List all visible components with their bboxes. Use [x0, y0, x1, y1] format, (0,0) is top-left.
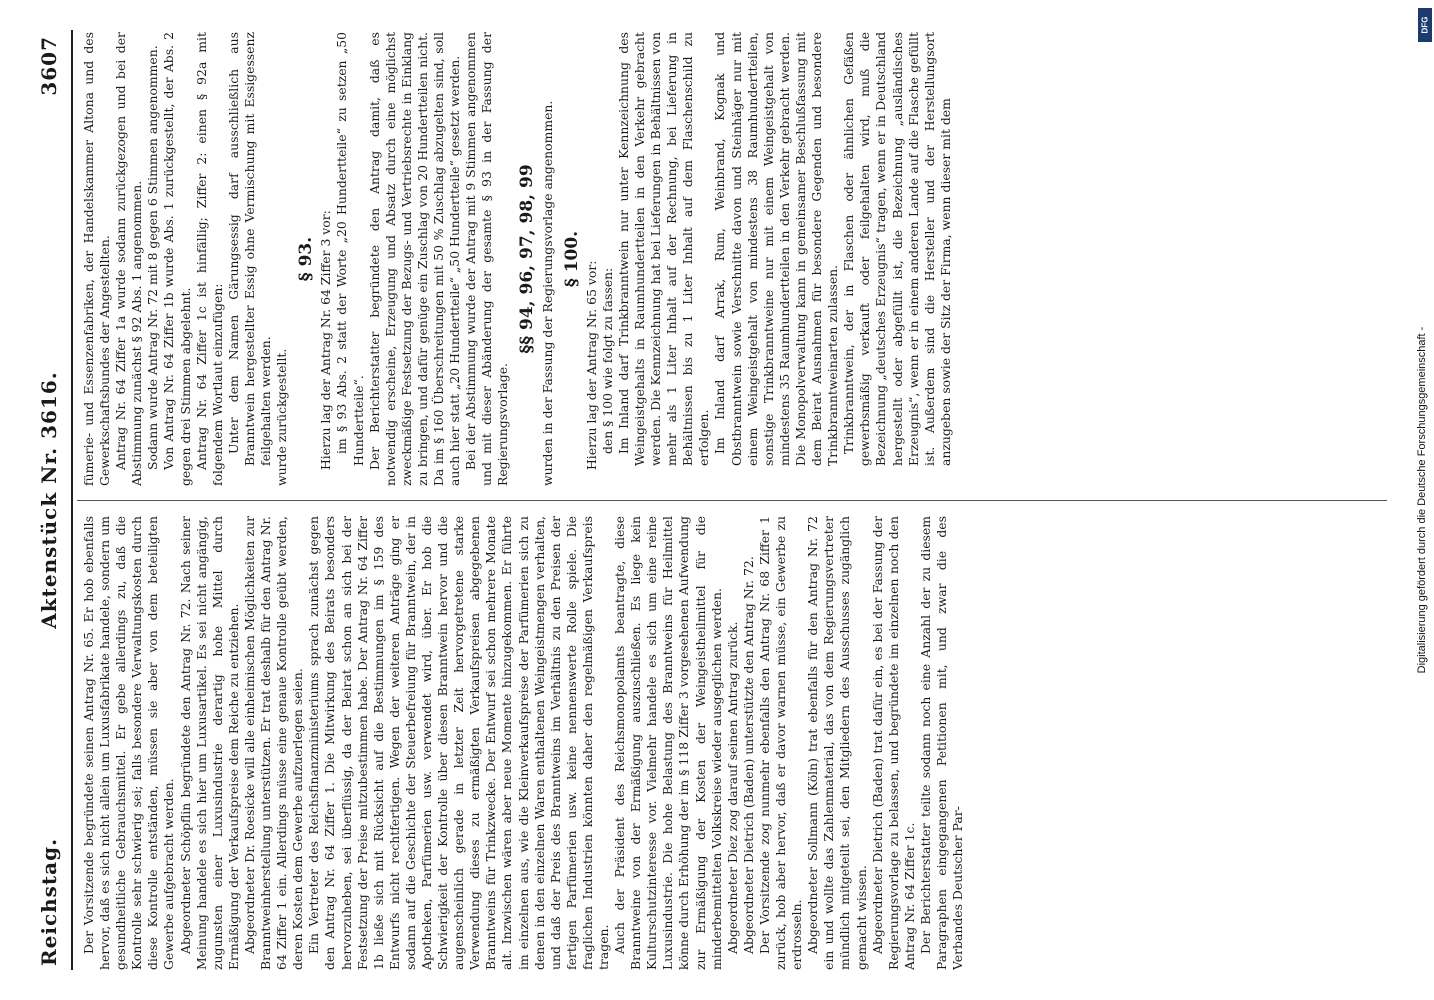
quoted-paragraph: den § 100 wie folgt zu fassen:	[599, 267, 615, 454]
paragraph: Abgeordneter Dietrich (Baden) unterstützte den Antrag Nr. 72.	[740, 556, 756, 954]
header-left: Reichstag.	[37, 837, 61, 966]
section-heading: §§ 94, 96, 97, 98, 99	[517, 164, 538, 354]
paragraph: Der Vorsitzende zog nunmehr ebenfalls den Antrag Nr. 68 Ziffer 1 zurück, hob aber hervor, daß er davor warnen müsse, ein Gewerbe zu erdrosseln.	[756, 516, 805, 970]
header-rule	[71, 30, 73, 970]
paragraph: Der Berichterstatter begründete den Antrag damit, daß es notwendig erscheine, Erzeugung und Absatz durch eine möglichst zweckmäßige Festsetzung der Bezugs- und Vertriebsrechte in Einklang zu bringen, und dafür genüge ein Zuschlag von 20 Hundertteilen nicht. Da im § 160 Überschreitungen mit 50 % Zuschlag abzugelten sind, soll auch hier statt „20 Hundertteile“ „50 Hundertteile“ gesetzt werden.	[366, 32, 463, 486]
paragraph: Abgeordneter Dr. Roesicke will alle einheimischen Möglichkeiten zur Branntweinherstellung unterstützen. Er trat deshalb für den Antrag Nr. 64 Ziffer 1 ein. Allerdings müsse eine genaue Kontrolle geübt werden, deren Kosten dem Gewerbe aufzuerlegen seien.	[241, 516, 306, 970]
quoted-paragraph: Im Inland darf Trinkbranntwein nur unter Kennzeichnung des Weingeistgehalts in Raumhundertteilen in den Verkehr gebracht werden. Die Kennzeichnung hat bei Lieferungen in Behältnissen von mehr als 1 Liter Inhalt auf der Rechnung, bei Lieferung in Behältnissen bis zu 1 Liter Inhalt auf dem Flaschenschild zu erfolgen.	[615, 32, 712, 466]
paragraph: Antrag Nr. 64 Ziffer 1a wurde sodann zurückgezogen und bei der Abstimmung zunächst § 92 Abs. 1 angenommen.	[113, 32, 145, 486]
paragraph: Ein Vertreter des Reichsfinanzministeriums sprach zunächst gegen den Antrag Nr. 64 Ziffer 1. Die Mitwirkung des Beirats besonders hervorzuheben, sei überflüssig, da der Beirat schon an sich bei der Festsetzung der Preise mitzubestimmen habe. Der Antrag Nr. 64 Ziffer 1b ließe sich mit Rücksicht auf die Bestimmungen im § 159 des Entwurfs nicht rechtfertigen. Wegen der weiteren Anträge ging er sodann auf die Geschichte der Steuerbefreiung für Branntwein, der in Apotheken, Parfümerien usw. verwendet wird, über. Er hob die Schwierigkeit der Kontrolle über diesen Branntwein hervor und die augenscheinlich gerade in letzter Zeit hervorgetretene starke Verwendung dieses zu ermäßigten Verkaufspreisen abgegebenen Branntweins für Trinkzwecke. Der Entwurf sei schon mehrere Monate alt. Inzwischen wären aber neue Momente hinzugekommen. Er führte im einzelnen aus, wie die Kleinverkaufspreise der Parfümerien sich zu denen in den einzelnen Waren enthaltenen Weingeistmengen verhalten, und daß der Preis des Branntweins im Verhältnis zu den Preisen der fertigen Parfümerien usw. keine nennenswerte Rolle spiele. Die fraglichen Industrien könnten daher den regelmäßigen Verkaufspreis tragen.	[306, 516, 611, 970]
rotated-page	[37, 30, 1397, 970]
logo-text: DFG	[1420, 16, 1430, 34]
paragraph: Von Antrag Nr. 64 Ziffer 1b wurde Abs. 1 zurückgestellt, der Abs. 2 gegen drei Stimmen abgelehnt.	[161, 32, 193, 486]
paragraph: Abgeordneter Sollmann (Köln) trat ebenfalls für den Antrag Nr. 72 ein und wollte das Zahlenmaterial, das von dem Regierungsvertreter mündlich mitgeteilt sei, den Mitgliedern des Ausschusses zugänglich gemacht wissen.	[805, 516, 869, 970]
digitization-credit	[1414, 8, 1430, 992]
paragraph: Bei der Abstimmung wurde der Antrag mit 9 Stimmen angenommen und mit dieser Abänderung der gesamte § 93 in der Fassung der Regierungsvorlage.	[463, 32, 511, 486]
section-heading: § 100.	[561, 230, 582, 288]
quoted-paragraph: im § 93 Abs. 2 statt der Worte „20 Hundertteile“ zu setzen „50 Hundertteile“.	[334, 32, 366, 466]
paragraph: Hierzu lag der Antrag Nr. 65 vor:	[583, 260, 599, 470]
quoted-paragraph: Unter dem Namen Gärungsessig darf ausschließlich aus Branntwein hergestellter Essig ohne Vermischung mit Essigessenz feilgehalten werden.	[225, 32, 274, 466]
page-number: 3607	[37, 36, 61, 96]
dfg-logo-icon	[1418, 8, 1432, 42]
section-heading: § 93.	[296, 236, 317, 282]
paragraph: Sodann wurde Antrag Nr. 72 mit 8 gegen 6 Stimmen angenommen.	[145, 45, 161, 470]
right-column	[81, 32, 1387, 486]
paragraph: fümerie- und Essenzenfabriken, der Handelskammer Altona und des Gewerkschaftsbundes der Angestellten.	[81, 32, 113, 486]
paragraph: Auch der Präsident des Reichsmonopolamts beantragte, diese Branntweine von der Ermäßigung auszuschließen. Es liege kein Kulturschutzinteresse vor. Vielmehr handele es sich um eine reine Luxusindustrie. Die hohe Belastung des Branntweins für Heilmittel könne durch Erhöhung der im § 118 Ziffer 3 vorgesehenen Aufwendung zur Ermäßigung der Kosten der Weingeistheilmittel für die minderbemittelten Volkskreise wieder ausgeglichen werden.	[612, 516, 724, 970]
paragraph: Der Berichterstatter teilte sodann noch eine Anzahl der zu diesem Paragraphen eingegangenen Petitionen mit, und zwar die des Verbandes Deutscher Par-	[917, 516, 966, 970]
paragraph: wurde zurückgestellt.	[274, 348, 290, 486]
quoted-paragraph: Trinkbranntwein, der in Flaschen oder ähnlichen Gefäßen gewerbsmäßig verkauft oder feilgehalten wird, muß die Bezeichnung „deutsches Erzeugnis“ tragen, wenn er in Deutschland hergestellt oder abgefüllt ist, die Bezeichnung „ausländisches Erzeugnis“, wenn er in einem anderen Lande auf die Flasche gefüllt ist. Außerdem sind die Hersteller und der Herstellungsort anzugeben sowie der Sitz der Firma, wenn dieser mit dem	[841, 32, 953, 466]
paragraph: Abgeordneter Schöpflin begründete den Antrag Nr. 72. Nach seiner Meinung handele es sich hier um Luxusartikel. Es sei nicht angängig, zugunsten einer Luxusindustrie derartig hohe Mittel durch Ermäßigung der Verkaufspreise dem Reiche zu entziehen.	[177, 516, 241, 970]
header-title: Aktenstück Nr. 3616.	[37, 371, 61, 629]
paragraph: Hierzu lag der Antrag Nr. 64 Ziffer 3 vor:	[318, 210, 334, 470]
quoted-paragraph: Im Inland darf Arrak, Rum, Weinbrand, Kognak und Obstbranntwein sowie Verschnitte davon und Steinhäger nur mit einem Weingeistgehalt von mindestens 38 Raumhundertteilen, sonstige Trinkbranntweine nur mit einem Weingeistgehalt von mindestens 35 Raumhundertteilen in den Verkehr gebracht werden. Die Monopolverwaltung kann in gemeinsamer Beschlußfassung mit dem Beirat Ausnahmen für besondere Gegenden und besondere Trinkbranntweinarten zulassen.	[712, 32, 841, 466]
column-divider	[77, 500, 1387, 501]
left-column	[81, 516, 1387, 970]
credit-text: Digitalisierung gefördert durch die Deutsche Forschungsgemeinschaft -	[1416, 326, 1428, 674]
paragraph: Abgeordneter Dietrich (Baden) trat dafür ein, es bei der Fassung der Regierungsvorlage zu belassen, und begründete im einzelnen noch den Antrag Nr. 64 Ziffer 1c.	[869, 516, 917, 970]
paragraph: wurden in der Fassung der Regierungsvorlage angenommen.	[539, 100, 555, 486]
paragraph: Antrag Nr. 64 Ziffer 1c ist hinfällig; Ziffer 2: einen § 92a mit folgendem Wortlaut einzufügen:	[193, 32, 225, 486]
page-header	[37, 30, 77, 970]
paragraph: Abgeordneter Diez zog darauf seinen Antrag zurück.	[724, 621, 740, 954]
paragraph: Der Vorsitzende begründete seinen Antrag Nr. 65. Er hob ebenfalls hervor, daß es sich nicht allein um Luxusfabrikate handele, sondern um gesundheitliche Gebrauchsmittel. Er gebe allerdings zu, daß die Kontrolle sehr schwierig sei; falls besondere Verwaltungskosten durch diese Kontrolle entständen, müssen sie aber von dem beteiligten Gewerbe aufgebracht werden.	[81, 516, 177, 970]
